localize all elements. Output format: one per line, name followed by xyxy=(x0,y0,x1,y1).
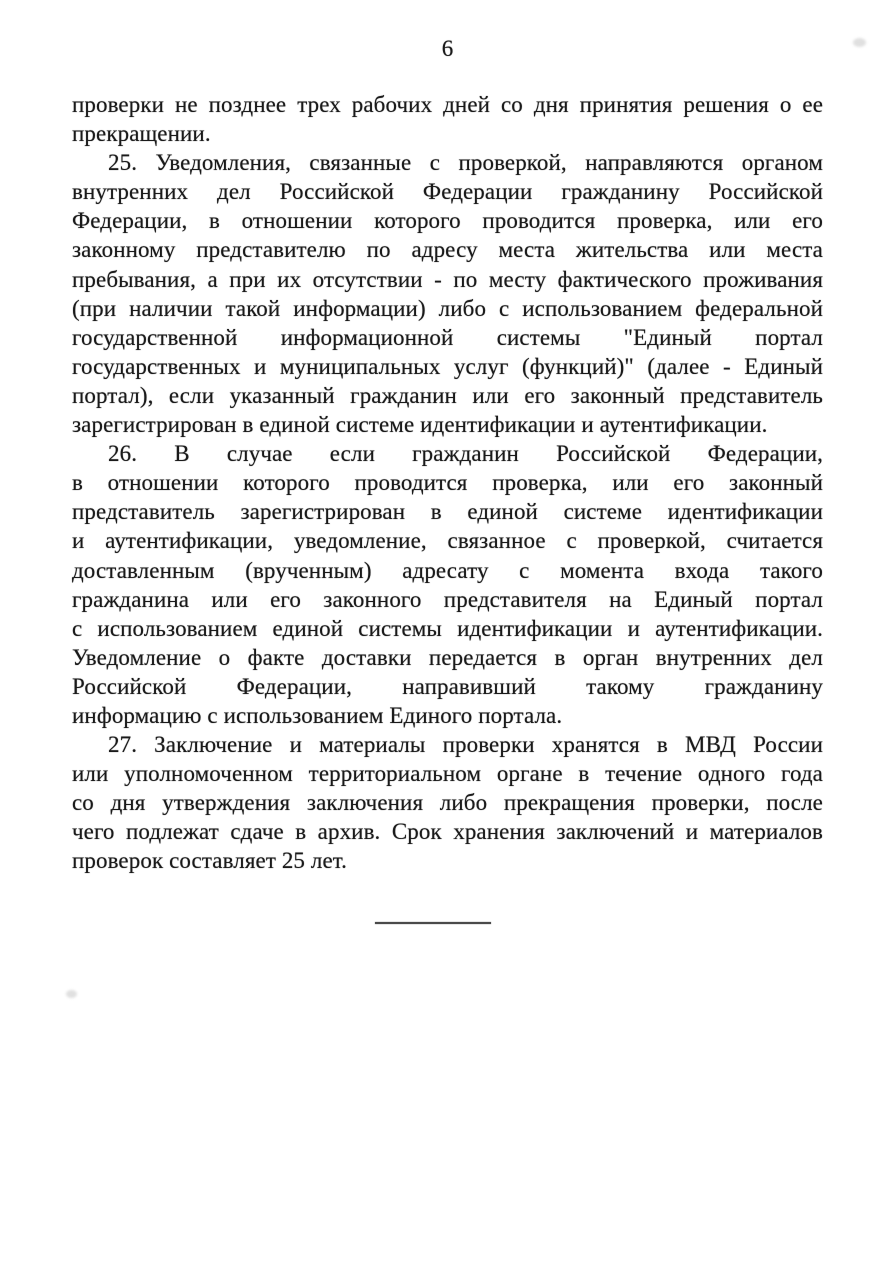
scan-artifact-smudge xyxy=(66,990,77,998)
paragraph xyxy=(72,148,823,439)
text-line: доставленным (врученным) адресату с момента входа такого xyxy=(72,557,823,583)
text-line: или уполномоченном территориальном органе в течение одного года xyxy=(72,761,823,787)
text-line: государственной информационной системы "Единый портал xyxy=(72,324,823,350)
text-line: проверки не позднее трех рабочих дней со дня принятия решения о ее xyxy=(72,92,823,117)
text-line: 26. В случае если гражданин Российской Федерации, xyxy=(108,441,823,467)
end-of-text-divider-line xyxy=(375,922,491,924)
text-line: государственных и муниципальных услуг (функций)" (далее - Единый xyxy=(72,353,823,379)
paragraph xyxy=(72,439,823,730)
text-line: (при наличии такой информации) либо с использованием федеральной xyxy=(72,295,823,321)
paragraph xyxy=(72,90,823,148)
paragraph xyxy=(72,730,823,875)
text-line: со дня утверждения заключения либо прекращения проверки, после xyxy=(72,790,823,816)
text-line: прекращении. xyxy=(72,121,211,147)
text-line: чего подлежат сдаче в архив. Срок хранения заключений и материалов xyxy=(72,819,823,845)
page-number: 6 xyxy=(441,36,454,61)
text-line: гражданина или его законного представителя на Единый портал xyxy=(72,586,823,612)
text-line: портал), если указанный гражданин или его законный представитель xyxy=(72,382,823,408)
text-line: в отношении которого проводится проверка, или его законный xyxy=(72,470,823,496)
text-line: и аутентификации, уведомление, связанное с проверкой, считается xyxy=(72,528,823,554)
text-line: зарегистрирован в единой системе идентификации и аутентификации. xyxy=(72,412,768,438)
text-line: пребывания, а при их отсутствии - по месту фактического проживания xyxy=(72,266,823,292)
text-line: Российской Федерации, направивший такому гражданину xyxy=(72,673,823,699)
text-line: Федерации, в отношении которого проводится проверка, или его xyxy=(72,208,823,234)
document-text-block xyxy=(72,90,823,876)
text-line: внутренних дел Российской Федерации гражданину Российской xyxy=(72,179,823,205)
text-line: проверок составляет 25 лет. xyxy=(72,848,348,874)
text-line: информацию с использованием Единого портала. xyxy=(72,702,563,728)
scan-artifact-smudge xyxy=(853,38,866,47)
text-line: Уведомление о факте доставки передается в орган внутренних дел xyxy=(72,644,823,670)
text-line: с использованием единой системы идентификации и аутентификации. xyxy=(72,615,823,641)
text-line: представитель зарегистрирован в единой системе идентификации xyxy=(72,499,823,525)
text-line: 27. Заключение и материалы проверки хранятся в МВД России xyxy=(108,732,823,758)
text-line: 25. Уведомления, связанные с проверкой, направляются органом xyxy=(108,150,823,176)
text-line: законному представителю по адресу места жительства или места xyxy=(72,237,823,263)
